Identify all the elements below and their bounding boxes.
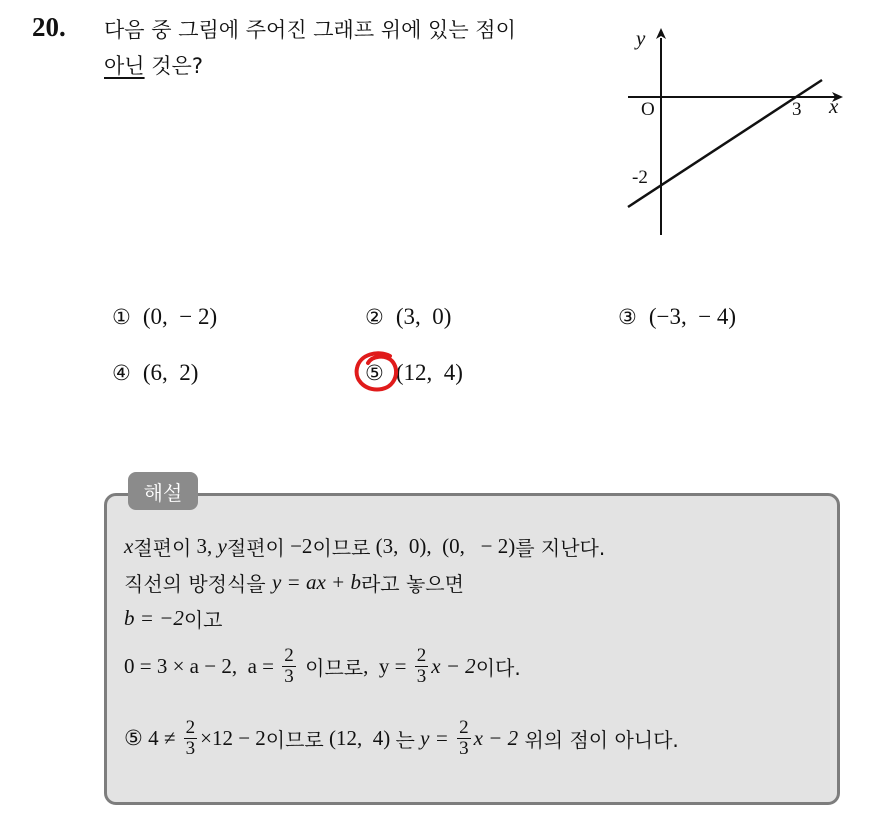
text-particle: 는	[395, 727, 415, 752]
text-therefore: 이므로	[265, 727, 324, 752]
equation-y: , y =	[363, 653, 412, 678]
answer-circle-stroke	[357, 353, 396, 389]
choice-1-text: (0, − 2)	[142, 304, 218, 329]
text-equation-intro: 직선의 방정식을	[124, 572, 272, 596]
equation-general: y = ax + b	[271, 570, 361, 594]
explanation-line-5	[124, 718, 679, 759]
y-axis-label: y	[636, 26, 646, 50]
underlined-word: 아닌	[104, 54, 145, 78]
x-axis-label: x	[829, 94, 839, 118]
fraction-two-thirds: $\frac{2}{3}$	[459, 717, 469, 759]
equation-rest: x − 2	[431, 653, 476, 678]
choice-4[interactable]	[112, 360, 198, 386]
text-y-intercept: 절편이	[226, 536, 285, 560]
text-not-on-line: 위의 점이 아니다.	[518, 727, 679, 752]
inequality-left: 4 ≠	[142, 725, 181, 750]
var-y: y	[217, 534, 227, 558]
question-text-line2	[104, 50, 203, 80]
equation-y: y =	[414, 725, 455, 750]
y-intercept-label: -2	[632, 167, 648, 188]
choice-1[interactable]	[112, 304, 217, 330]
text-therefore: 이므로	[312, 536, 371, 560]
inequality-right: ×12 − 2	[200, 725, 266, 750]
choice-1-marker: ①	[112, 305, 131, 329]
choice-2-marker: ②	[365, 305, 384, 329]
origin-label: O	[641, 99, 655, 120]
fraction-two-thirds: $\frac{2}{3}$	[185, 717, 196, 759]
text-passes: 를 지난다.	[515, 536, 606, 560]
fraction-two-thirds: $\frac{2}{3}$	[284, 645, 294, 687]
choice-2[interactable]	[365, 304, 451, 330]
value-neg2: −2	[284, 534, 313, 558]
text-therefore: 이므로	[298, 655, 364, 680]
explanation-line-4	[124, 646, 521, 687]
equation-rest: x − 2	[473, 725, 519, 750]
text-assume: 라고 놓으면	[360, 572, 464, 596]
points-pair: (3, 0), (0, − 2)	[370, 534, 516, 558]
value-3: 3,	[191, 534, 218, 558]
explanation-line-3	[124, 604, 222, 633]
question-text-line1: 다음 중 그림에 주어진 그래프 위에 있는 점이	[104, 18, 516, 42]
choice-5-marker: ⑤	[124, 726, 143, 751]
explanation-tag: 해설	[128, 472, 198, 510]
text-is: 이다.	[475, 655, 521, 680]
var-x: x	[124, 534, 134, 558]
text-x-intercept: 절편이	[133, 536, 192, 560]
explanation-line-1	[124, 532, 605, 561]
choice-4-text: (6, 2)	[142, 360, 199, 385]
choice-2-text: (3, 0)	[395, 304, 452, 329]
text-and: 이고	[183, 608, 223, 632]
choice-5-marker: ⑤	[365, 361, 384, 385]
point-12-4: (12, 4)	[323, 725, 396, 750]
x-intercept-label: 3	[792, 99, 802, 120]
choice-3-marker: ③	[618, 305, 637, 329]
equation-b: b = −2	[124, 606, 184, 630]
answer-circle-mark	[352, 350, 404, 396]
question-number: 20.	[32, 12, 66, 42]
question-text-rest: 것은?	[144, 54, 203, 78]
choice-3-text: (−3, − 4)	[648, 304, 737, 329]
choice-4-marker: ④	[112, 361, 131, 385]
fraction-two-thirds: $\frac{2}{3}$	[416, 645, 427, 687]
choice-3[interactable]	[618, 304, 736, 330]
explanation-line-2	[124, 568, 464, 597]
equation-solve-a: 0 = 3 × a − 2, a =	[124, 653, 280, 678]
choice-5-text: (12, 4)	[395, 360, 463, 385]
line-graph	[600, 20, 860, 250]
y-axis-arrow	[656, 28, 666, 39]
